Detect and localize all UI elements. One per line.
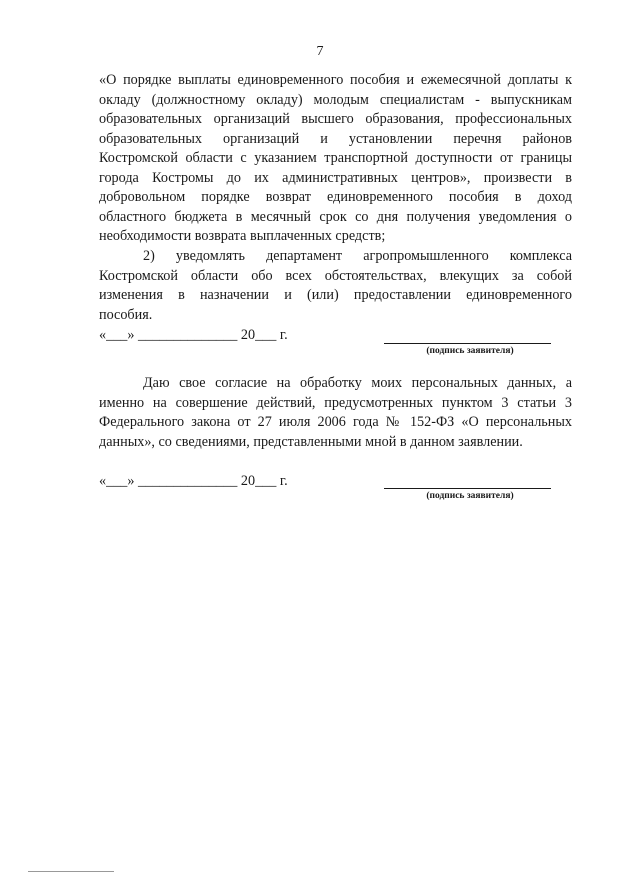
signature-caption-2: (подпись заявителя) (426, 491, 514, 501)
paragraph-2 (99, 247, 572, 325)
paragraph-1-line: Костромской области с указанием транспортной доступности от границы (99, 150, 572, 166)
paragraph-1 (99, 71, 572, 247)
paragraph-2-line: Костромской области обо всех обстоятельствах, влекущих за собой (99, 267, 572, 284)
paragraph-1-line: образовательных организаций и установлении перечня районов (99, 130, 572, 147)
signature-line-2 (384, 474, 551, 489)
consent-line: данных», со сведениями, представленными мной в данном заявлении. (99, 433, 523, 450)
paragraph-1-line: города Костромы до их административных центров», произвести в (99, 169, 572, 186)
consent-line: именно на совершение действий, предусмотренных пунктом 3 статьи 3 (99, 394, 572, 411)
paragraph-2-line: изменения в назначении и (или) предоставлении единовременного (99, 287, 572, 303)
paragraph-1-line: окладу (должностному окладу) молодым специалистам - выпускникам (99, 91, 572, 108)
date-field-2: «___» ______________ 20___ г. (99, 473, 288, 489)
consent-paragraph (99, 374, 572, 452)
paragraph-1-line: «О порядке выплаты единовременного пособия и ежемесячной доплаты к (99, 72, 572, 88)
paragraph-1-line: необходимости возврата выплаченных средств; (99, 228, 386, 244)
paragraph-1-line: областного бюджета в месячный срок со дня получения уведомления о (99, 208, 572, 225)
paragraph-1-line: образовательных организаций высшего образования, профессиональных (99, 111, 572, 127)
paragraph-2-line: 2) уведомлять департамент агропромышленного комплекса (143, 248, 572, 264)
page-number: 7 (316, 44, 324, 59)
signature-line-1 (384, 328, 551, 344)
paragraph-2-line: пособия. (99, 306, 153, 323)
footer-rule (28, 871, 114, 872)
consent-line: Федерального закона от 27 июля 2006 года № 152-ФЗ «О персональных (99, 414, 572, 430)
date-field-1: «___» ______________ 20___ г. (99, 327, 288, 343)
consent-line: Даю свое согласие на обработку моих персональных данных, а (143, 375, 572, 391)
signature-caption-1: (подпись заявителя) (426, 346, 514, 356)
paragraph-1-line: добровольном порядке возврат единовременного пособия в доход (99, 189, 572, 205)
